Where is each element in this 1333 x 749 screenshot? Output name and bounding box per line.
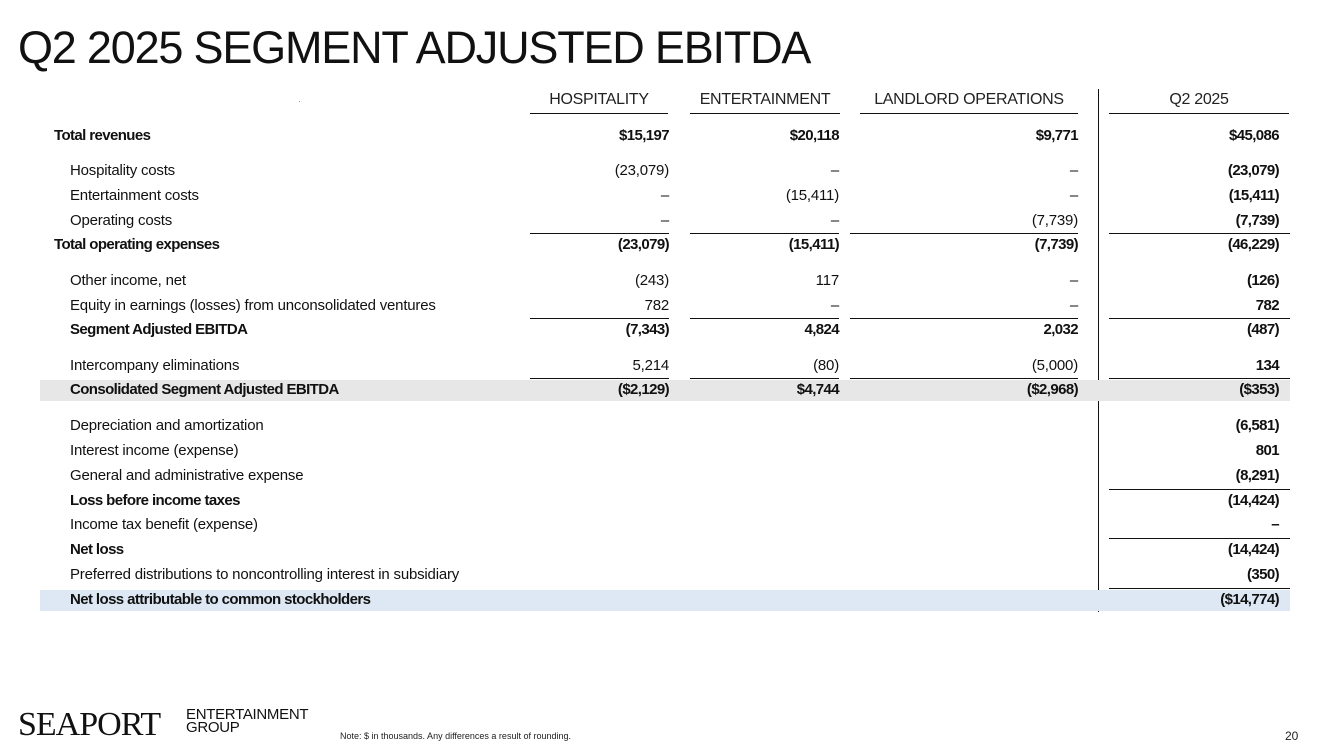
hospitality-value: $15,197 <box>618 127 669 144</box>
subtotal-rule <box>690 318 839 319</box>
row-label: Loss before income taxes <box>70 492 240 509</box>
subtotal-rule <box>1109 538 1290 539</box>
column-header-entertainment: ENTERTAINMENT <box>690 91 840 114</box>
q2-total-value: (46,229) <box>1227 236 1279 253</box>
subtotal-rule <box>690 378 839 379</box>
q2-total-value: (15,411) <box>1228 187 1279 204</box>
subtotal-rule <box>850 318 1078 319</box>
q2-total-value: (126) <box>1246 272 1279 289</box>
footnote: Note: $ in thousands. Any differences a result of rounding. <box>340 731 571 741</box>
row-label: Intercompany eliminations <box>70 357 240 374</box>
logo-subtitle-line2: GROUP <box>186 719 240 736</box>
hospitality-value: – <box>660 212 669 229</box>
landlord-value: – <box>1069 187 1078 204</box>
q2-total-value: 782 <box>1255 297 1279 314</box>
hospitality-value: (7,343) <box>625 321 669 338</box>
row-label: Other income, net <box>70 272 186 289</box>
subtotal-rule <box>530 378 669 379</box>
row-label: Entertainment costs <box>70 187 199 204</box>
q2-total-value: (14,424) <box>1227 492 1279 509</box>
landlord-value: – <box>1069 272 1078 289</box>
table-row <box>40 515 1290 536</box>
q2-total-value: 134 <box>1255 357 1279 374</box>
row-label: Net loss <box>70 541 124 558</box>
row-label: Segment Adjusted EBITDA <box>70 321 248 338</box>
entertainment-value: $4,744 <box>796 381 839 398</box>
entertainment-value: (15,411) <box>788 236 839 253</box>
table-row <box>40 296 1290 317</box>
logo-subtitle-line1: ENTERTAINMENT <box>186 706 309 723</box>
page-title: Q2 2025 SEGMENT ADJUSTED EBITDA <box>18 22 811 73</box>
table-row <box>40 540 1290 561</box>
entertainment-value: – <box>830 212 839 229</box>
landlord-value: 2,032 <box>1043 321 1078 338</box>
subtotal-rule <box>530 233 669 234</box>
subtotal-rule <box>1109 588 1290 589</box>
q2-total-value: – <box>1271 516 1279 533</box>
entertainment-value: $20,118 <box>789 127 839 144</box>
q2-total-value: 801 <box>1255 442 1279 459</box>
landlord-value: (7,739) <box>1031 212 1078 229</box>
subtotal-rule <box>1109 489 1290 490</box>
hospitality-value: 5,214 <box>632 357 669 374</box>
table-row <box>40 565 1290 586</box>
table-row <box>40 441 1290 462</box>
q2-total-value: ($353) <box>1239 381 1279 398</box>
q2-total-value: (7,739) <box>1235 212 1279 229</box>
row-label: Preferred distributions to noncontrolling interest in subsidiary <box>70 566 460 583</box>
row-label: Total operating expenses <box>54 236 220 253</box>
logo-subtitle <box>186 708 308 734</box>
table-row <box>40 380 1290 401</box>
hospitality-value: 782 <box>644 297 669 314</box>
row-label: Net loss attributable to common stockholders <box>70 591 371 608</box>
table-row <box>40 590 1290 611</box>
entertainment-value: (80) <box>813 357 839 374</box>
landlord-value: ($2,968) <box>1026 381 1078 398</box>
row-label: Total revenues <box>54 127 151 144</box>
table-row <box>40 235 1290 256</box>
row-label: General and administrative expense <box>70 467 304 484</box>
landlord-value: (7,739) <box>1034 236 1078 253</box>
subtotal-rule <box>1109 378 1290 379</box>
decorative-dot <box>299 101 300 102</box>
column-header-landlord-operations: LANDLORD OPERATIONS <box>860 91 1078 114</box>
table-row <box>40 271 1290 292</box>
subtotal-rule <box>850 378 1078 379</box>
landlord-value: (5,000) <box>1031 357 1078 374</box>
q2-total-value: (350) <box>1246 566 1279 583</box>
row-label: Income tax benefit (expense) <box>70 516 258 533</box>
entertainment-value: – <box>830 162 839 179</box>
hospitality-value: (243) <box>634 272 669 289</box>
table-row <box>40 356 1290 377</box>
row-label: Operating costs <box>70 212 173 229</box>
q2-total-value: $45,086 <box>1228 127 1279 144</box>
q2-total-value: (6,581) <box>1235 417 1279 434</box>
entertainment-value: 117 <box>815 272 839 289</box>
hospitality-value: ($2,129) <box>617 381 669 398</box>
table-row <box>40 416 1290 437</box>
subtotal-rule <box>850 233 1078 234</box>
landlord-value: – <box>1069 297 1078 314</box>
hospitality-value: – <box>660 187 669 204</box>
column-header-hospitality: HOSPITALITY <box>530 91 668 114</box>
q2-total-value: (23,079) <box>1227 162 1279 179</box>
column-header-q2-2025: Q2 2025 <box>1109 91 1289 114</box>
hospitality-value: (23,079) <box>614 162 669 179</box>
row-label: Equity in earnings (losses) from unconsolidated ventures <box>70 297 436 314</box>
table-row <box>40 186 1290 207</box>
row-label: Depreciation and amortization <box>70 417 264 434</box>
entertainment-value: 4,824 <box>804 321 839 338</box>
subtotal-rule <box>1109 233 1290 234</box>
entertainment-value: (15,411) <box>785 187 839 204</box>
q2-total-value: (14,424) <box>1227 541 1279 558</box>
table-row <box>40 126 1290 147</box>
q2-total-value: (487) <box>1246 321 1279 338</box>
landlord-value: – <box>1069 162 1078 179</box>
row-label: Consolidated Segment Adjusted EBITDA <box>70 381 339 398</box>
table-row <box>40 491 1290 512</box>
table-row <box>40 211 1290 232</box>
subtotal-rule <box>1109 318 1290 319</box>
q2-total-value: (8,291) <box>1235 467 1279 484</box>
row-label: Hospitality costs <box>70 162 175 179</box>
row-label: Interest income (expense) <box>70 442 239 459</box>
subtotal-rule <box>690 233 839 234</box>
table-row <box>40 320 1290 341</box>
table-row <box>40 161 1290 182</box>
page-number: 20 <box>1285 729 1299 743</box>
landlord-value: $9,771 <box>1035 127 1078 144</box>
logo-wordmark: SEAPORT <box>18 706 161 743</box>
entertainment-value: – <box>830 297 839 314</box>
q2-total-value: ($14,774) <box>1220 591 1279 608</box>
hospitality-value: (23,079) <box>617 236 669 253</box>
subtotal-rule <box>530 318 669 319</box>
table-row <box>40 466 1290 487</box>
